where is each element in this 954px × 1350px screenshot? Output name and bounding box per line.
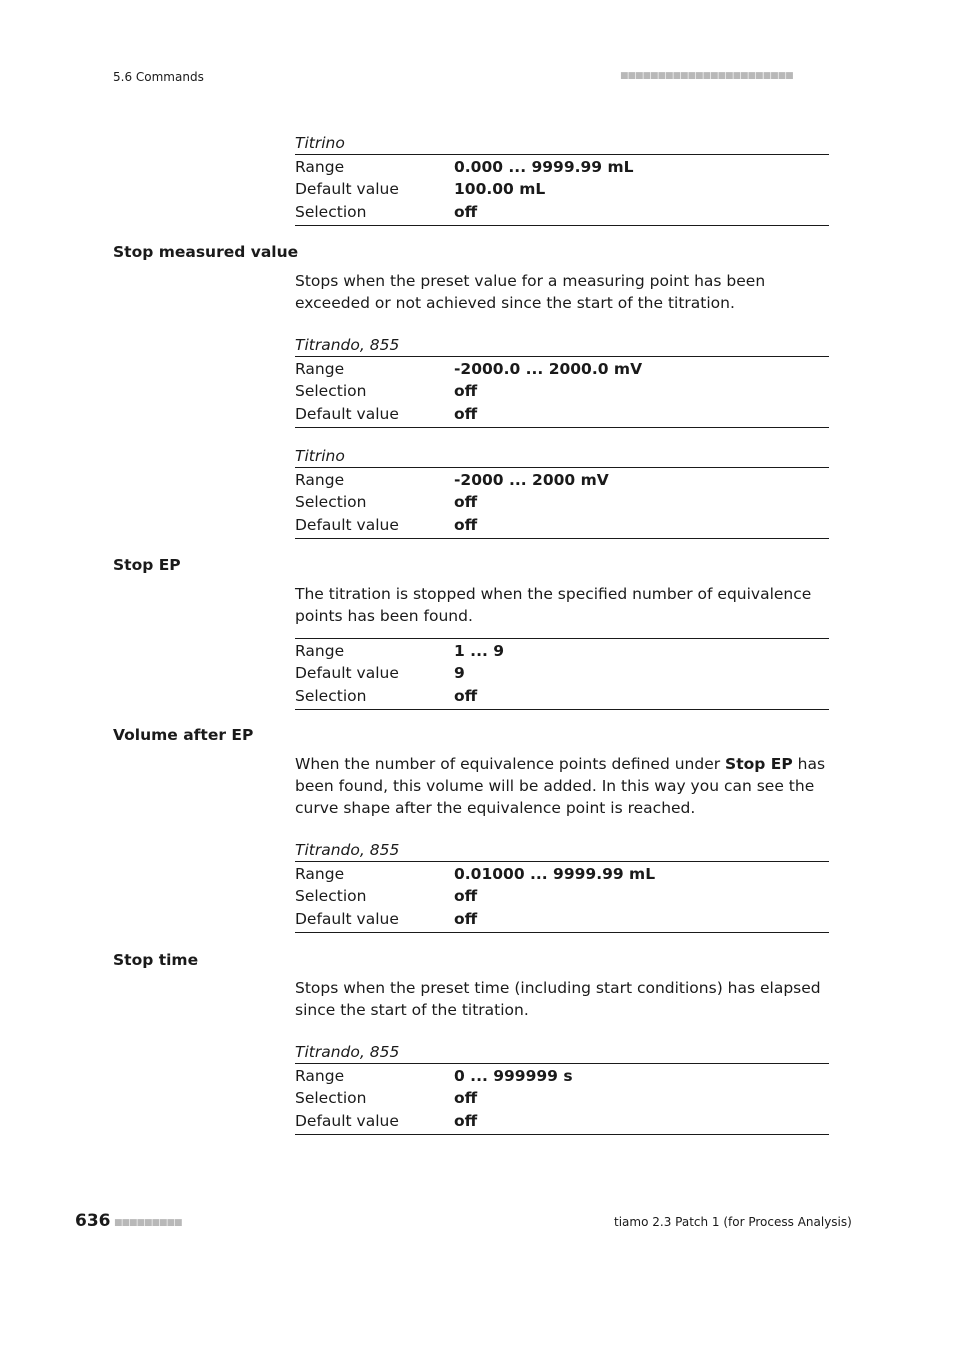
table-row — [295, 403, 829, 425]
row-key: Default value — [295, 515, 399, 534]
row-key: Selection — [295, 686, 367, 705]
table-row — [295, 685, 829, 707]
row-value: 9 — [454, 664, 465, 683]
row-value: 1 ... 9 — [454, 642, 505, 660]
table-row — [295, 640, 829, 662]
row-value: off — [454, 404, 478, 423]
table-caption: Titrino — [295, 134, 345, 152]
row-value: off — [454, 515, 478, 534]
table-row — [295, 491, 829, 513]
description-emphasis: Stop EP — [725, 755, 793, 773]
table-caption: Titrando, 855 — [295, 841, 400, 859]
table-row — [295, 885, 829, 907]
description-text: has been found, this volume will be added. In this way you can see the curve shape after the equivalence point is reached. — [295, 755, 826, 817]
row-value: 0.01000 ... 9999.99 mL — [454, 865, 656, 883]
description-text: When the number of equivalence points defined under — [295, 755, 726, 773]
row-value: 0.000 ... 9999.99 mL — [454, 158, 634, 176]
row-key: Range — [295, 642, 345, 660]
row-key: Range — [295, 865, 345, 883]
section-heading-stop-measured-value: Stop measured value — [113, 243, 299, 261]
running-header-section: 5.6 Commands — [113, 70, 204, 84]
row-value: off — [454, 686, 478, 705]
row-value: 100.00 mL — [454, 180, 546, 199]
parameter-table-titrando — [295, 1042, 829, 1135]
table-row — [295, 662, 829, 684]
table-caption: Titrino — [295, 447, 345, 465]
table-row — [295, 1065, 829, 1087]
parameter-table-titrando — [295, 840, 829, 933]
table-row — [295, 469, 829, 491]
row-key: Range — [295, 158, 345, 176]
row-key: Selection — [295, 202, 367, 221]
row-value: off — [454, 382, 478, 401]
row-key: Default value — [295, 909, 399, 928]
running-header-bar: ■■■■■■■■■■■■■■■■■■■■■■■ — [620, 71, 793, 81]
table-row — [295, 1110, 829, 1132]
table-row — [295, 380, 829, 402]
row-value: off — [454, 1089, 478, 1108]
parameter-table-titrino-volume — [295, 133, 829, 226]
row-value: off — [454, 909, 478, 928]
row-value: -2000.0 ... 2000.0 mV — [454, 360, 643, 378]
row-value: off — [454, 887, 478, 906]
footer-bar: ■■■■■■■■■ — [114, 1218, 182, 1228]
row-key: Selection — [295, 382, 367, 401]
row-value: off — [454, 493, 478, 512]
row-key: Range — [295, 1067, 345, 1085]
description-volume-after-ep — [295, 753, 829, 819]
row-key: Selection — [295, 1089, 367, 1108]
parameter-table-titrino — [295, 446, 829, 539]
footer-product: tiamo 2.3 Patch 1 (for Process Analysis) — [614, 1215, 852, 1229]
row-value: off — [454, 202, 478, 221]
table-row — [295, 1087, 829, 1109]
row-key: Default value — [295, 664, 399, 683]
table-row — [295, 178, 829, 200]
row-value: -2000 ... 2000 mV — [454, 471, 609, 489]
row-key: Selection — [295, 887, 367, 906]
row-key: Default value — [295, 1111, 399, 1130]
table-caption: Titrando, 855 — [295, 336, 400, 354]
row-key: Range — [295, 360, 345, 378]
table-row — [295, 514, 829, 536]
table-row — [295, 201, 829, 223]
parameter-table-stop-ep — [295, 638, 829, 710]
table-row — [295, 358, 829, 380]
section-heading-volume-after-ep: Volume after EP — [113, 726, 254, 744]
description-stop-measured-value: Stops when the preset value for a measuring point has been exceeded or not achieved since the start of the titration. — [295, 272, 766, 312]
page-number: 636 — [75, 1211, 111, 1231]
section-heading-stop-time: Stop time — [113, 951, 199, 969]
row-key: Default value — [295, 404, 399, 423]
table-row — [295, 908, 829, 930]
table-caption: Titrando, 855 — [295, 1043, 400, 1061]
row-key: Range — [295, 471, 345, 489]
description-stop-ep: The titration is stopped when the specified number of equivalence points has been found. — [295, 585, 812, 625]
row-value: off — [454, 1111, 478, 1130]
row-value: 0 ... 999999 s — [454, 1067, 573, 1085]
section-heading-stop-ep: Stop EP — [113, 556, 181, 574]
table-row — [295, 863, 829, 885]
row-key: Default value — [295, 180, 399, 199]
table-row — [295, 156, 829, 178]
row-key: Selection — [295, 493, 367, 512]
description-stop-time: Stops when the preset time (including start conditions) has elapsed since the start of the titration. — [295, 979, 821, 1019]
parameter-table-titrando — [295, 335, 829, 428]
